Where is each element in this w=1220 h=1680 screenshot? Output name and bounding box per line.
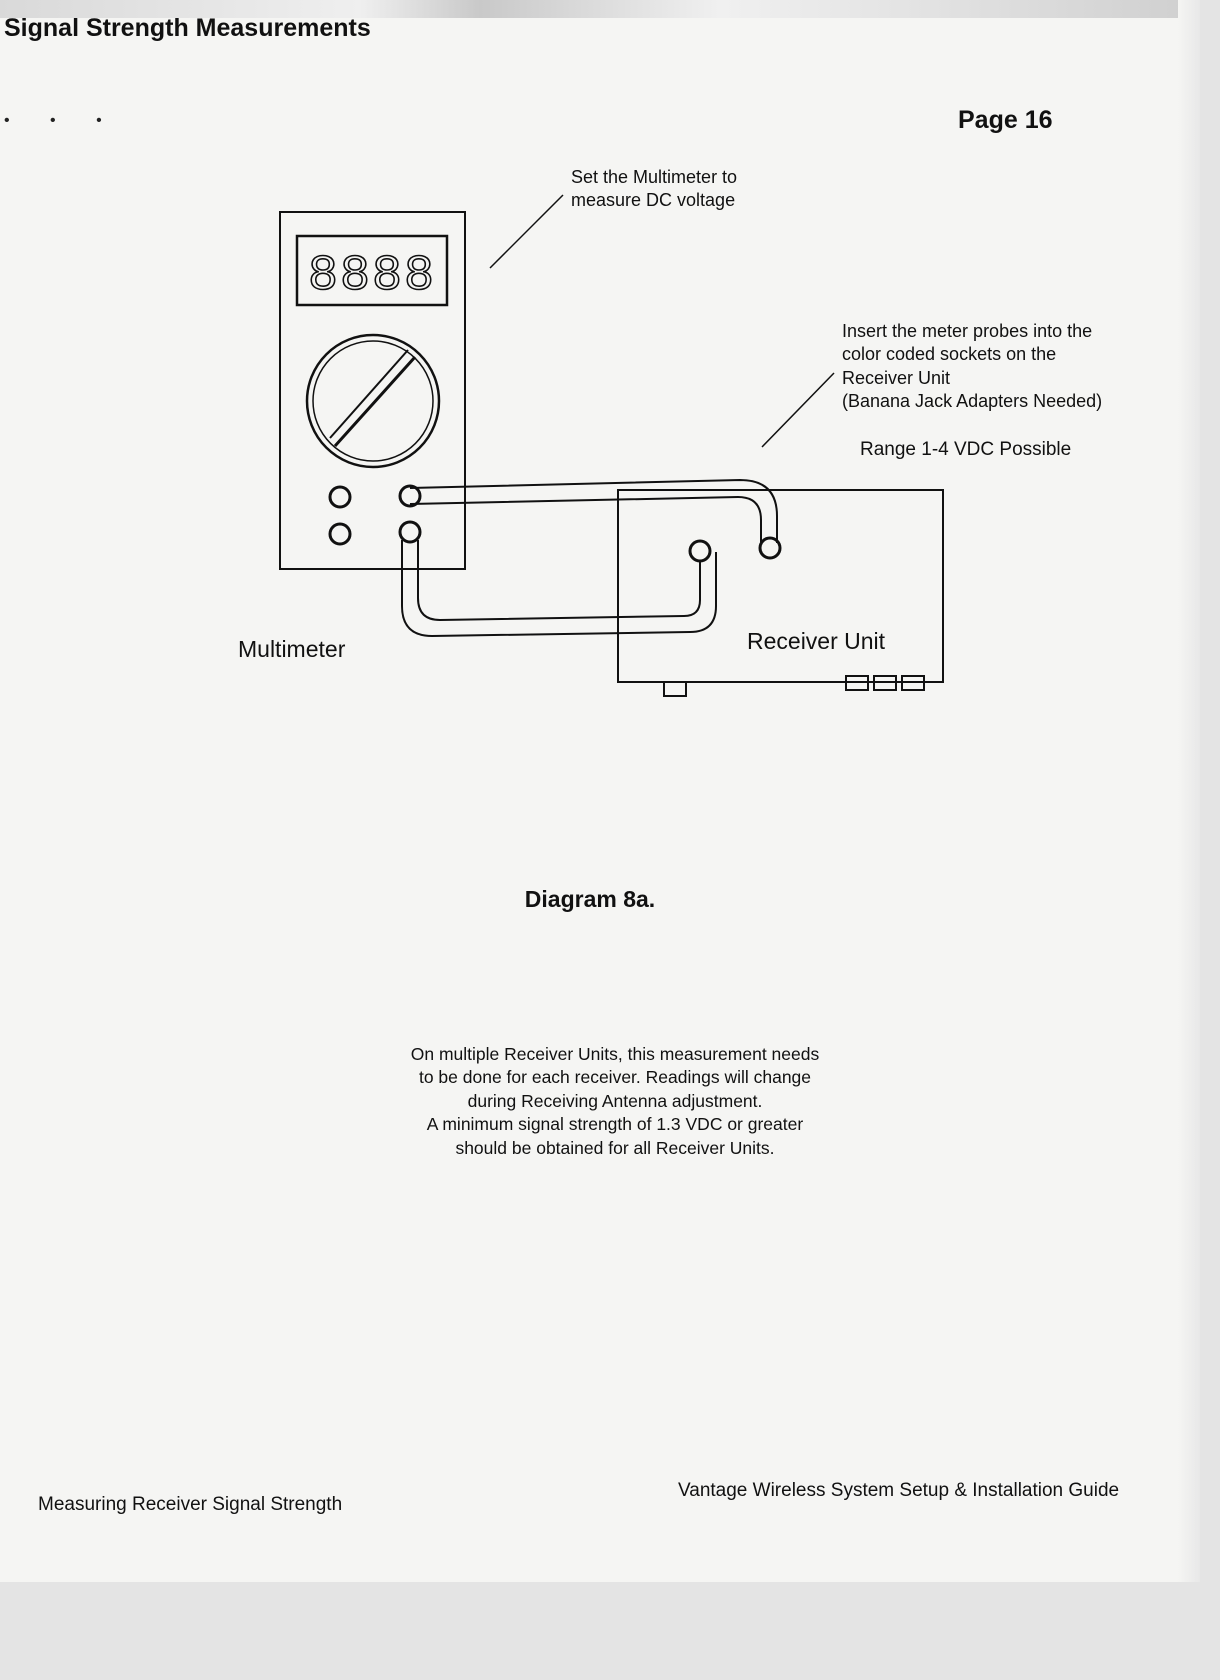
page-number: Page 16 [958,106,1053,134]
diagram-caption: Diagram 8a. [524,886,656,912]
probe-lead-bottom [402,540,716,636]
instruction-line: should be obtained for all Receiver Units. [455,1137,775,1158]
jack-volts [330,524,350,544]
label-receiver-unit: Receiver Unit [747,628,886,654]
note-multimeter: Set the Multimeter to measure DC voltage [571,167,738,211]
footer-guide-title: Vantage Wireless System Setup & Installation Guide [678,1480,1120,1501]
multimeter-dial [307,335,439,467]
instruction-line: to be done for each receiver. Readings will change [418,1067,812,1088]
jack-common [330,487,350,507]
decorative-dots: • • • [4,112,120,129]
receiver-socket-1 [690,541,710,561]
section-title: Signal Strength Measurements [4,14,371,42]
label-multimeter: Multimeter [238,636,346,662]
display-readout: 8888 [307,248,437,305]
pointer-multimeter-note [490,195,563,268]
note-range: Range 1-4 VDC Possible [860,439,1072,460]
footer-section-name: Measuring Receiver Signal Strength [38,1494,343,1515]
pointer-probes-note [762,373,834,447]
receiver-foot [664,682,686,696]
instruction-line: On multiple Receiver Units, this measurement needs [410,1044,820,1064]
instruction-line: A minimum signal strength of 1.3 VDC or greater [426,1114,804,1135]
note-probes: Insert the meter probes into the color coded sockets on the Receiver Unit (Banana Jack Adapters Needed) [842,321,1103,412]
instruction-text [370,1043,860,1160]
instruction-line: during Receiving Antenna adjustment. [467,1090,763,1111]
